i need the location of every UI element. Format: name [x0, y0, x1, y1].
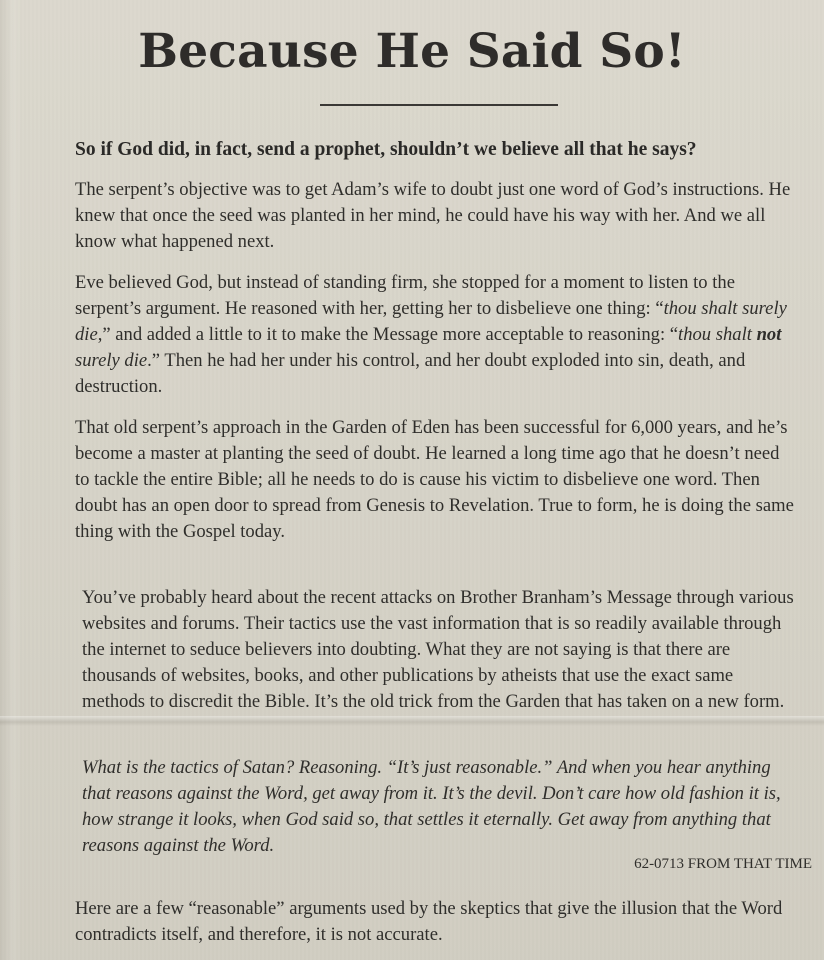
- paragraph-eve-text-2: ,” and added a little to it to make the Message more acceptable to reasoning: “: [97, 324, 679, 345]
- paragraph-reasonable-arguments: Here are a few “reasonable” arguments used by the skeptics that give the illusion that the Word contradicts itself, and therefore, it is not accurate.: [75, 898, 783, 945]
- paper-fold-vertical: [0, 0, 22, 960]
- paragraph-recent-attacks: You’ve probably heard about the recent attacks on Brother Branham’s Message through various websites and forums. Their tactics use the vast information that is so readily available through the internet to seduce believers into doubting. What they are not saying is that there are thousands of websites, books, and other publications by atheists that use the exact same methods to discredit the Bible. It’s the old trick from the Garden that has taken on a new form.: [82, 587, 794, 712]
- quote-reference: 62-0713 FROM THAT TIME: [634, 856, 812, 872]
- title-divider: [320, 104, 558, 106]
- paragraph-eve-text-1: Eve believed God, but instead of standing firm, she stopped for a moment to listen to the serpent’s argument. He reasoned with her, getting her to disbelieve one thing: “: [75, 272, 735, 319]
- emphasis-not: not: [756, 324, 782, 345]
- paper-fold-horizontal: [0, 716, 824, 726]
- subheading: So if God did, in fact, send a prophet, shouldn’t we believe all that he says?: [75, 139, 697, 160]
- quote-surely-die: thou shalt surely die: [75, 298, 787, 345]
- branham-quote: What is the tactics of Satan? Reasoning. “It’s just reasonable.” And when you hear anything that reasons against the Word, get away from it. It’s the devil. Don’t care how old fashion it is, how strange it looks, when God said so, that settles it eternally. Get away from anything that reasons against the Word.: [82, 757, 781, 856]
- paragraph-eve-text-3: .” Then he had her under his control, and her doubt exploded into sin, death, and destruction.: [75, 350, 746, 397]
- paragraph-serpent-objective: The serpent’s objective was to get Adam’s wife to doubt just one word of God’s instructions. He knew that once the seed was planted in her mind, he could have his way with her. And we all know what happened next.: [75, 179, 791, 252]
- quote-not-surely-die-b: surely die: [75, 350, 148, 371]
- paragraph-eve-believed: [75, 270, 795, 400]
- paragraph-old-serpent: That old serpent’s approach in the Garden of Eden has been successful for 6,000 years, and he’s become a master at planting the seed of doubt. He learned a long time ago that he doesn’t need to tackle the entire Bible; all he needs to do is cause his victim to disbelieve one word. Then doubt has an open door to spread from Genesis to Revelation. True to form, he is doing the same thing with the Gospel today.: [75, 417, 794, 542]
- quote-not-surely-die-a: thou shalt: [678, 324, 757, 345]
- page-title: Because He Said So!: [138, 24, 686, 79]
